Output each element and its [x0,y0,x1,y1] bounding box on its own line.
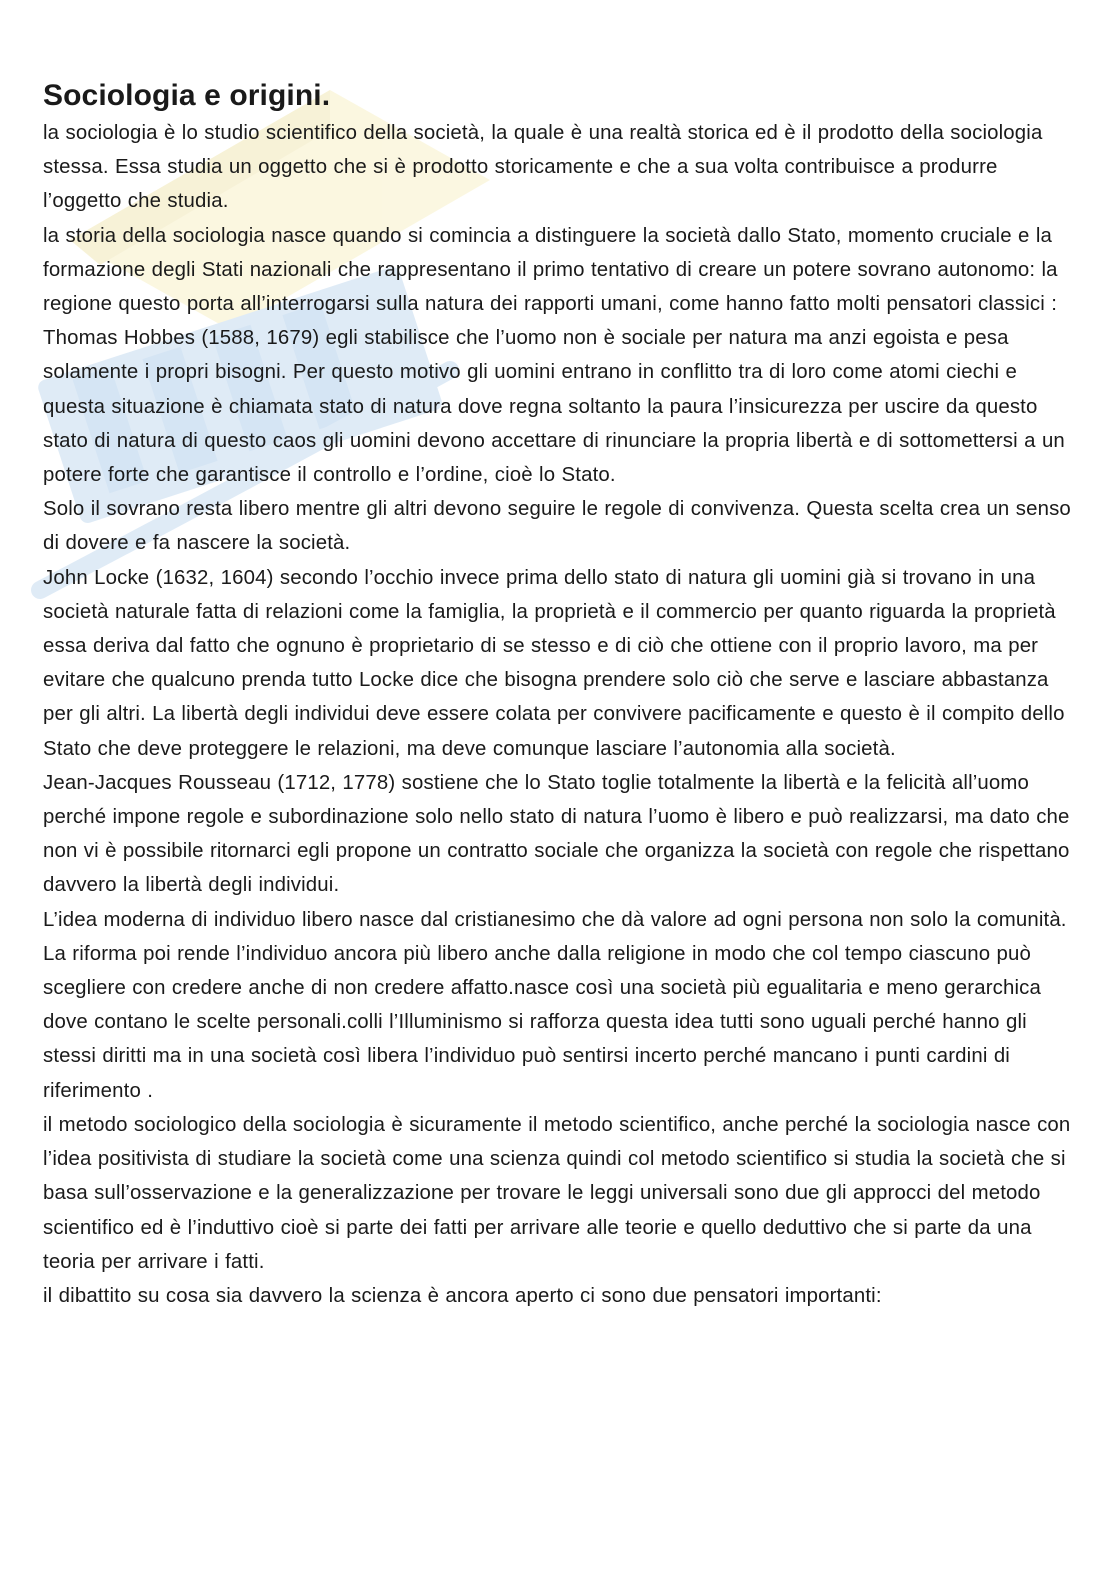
paragraph-rousseau: Jean-Jacques Rousseau (1712, 1778) sostiene che lo Stato toglie totalmente la libertà e la felicità all’uomo perché impone regole e subordinazione solo nello stato di natura l’uomo è libero e può realizzarsi, ma dato che non vi è possibile ritornarci egli propone un contratto sociale che organizza la società con regole che rispettano davvero la libertà degli individui. [43,771,1070,897]
paragraph-sovereign: Solo il sovrano resta libero mentre gli altri devono seguire le regole di convivenza. Questa scelta crea un senso di dovere e fa nascere la società. [43,498,1071,555]
paragraph-hobbes: Thomas Hobbes (1588, 1679) egli stabilisce che l’uomo non è sociale per natura ma anzi egoista e pesa solamente i propri bisogni. Per questo motivo gli uomini entrano in conflitto tra di loro come atomi ciechi e questa situazione è chiamata stato di natura dove regna soltanto la paura l’insicurezza per uscire da questo stato di natura di questo caos gli uomini devono accettare di rinunciare la propria libertà e di sottomettersi a un potere forte che garantisce il controllo e l’ordine, cioè lo Stato. [43,327,1065,487]
paragraph-method: il metodo sociologico della sociologia è sicuramente il metodo scientifico, anche perché la sociologia nasce con l’idea positivista di studiare la società come una scienza quindi col metodo scientifico si studia la società che si basa sull’osservazione e la generalizzazione per trovare le leggi universali sono due gli approcci del metodo scientifico ed è l’induttivo cioè si parte dei fatti per arrivare alle teorie e quello deduttivo che si parte da una teoria per arrivare i fatti. [43,1113,1071,1273]
document-title: Sociologia e origini. [43,79,331,112]
paragraph-history: la storia della sociologia nasce quando si comincia a distinguere la società dallo Stato, momento cruciale e la formazione degli Stati nazionali che rappresentano il primo tentativo di creare un potere sovrano autonomo: la regione questo porta all’interrogarsi sulla natura dei rapporti umani, come hanno fatto molti pensatori classici : [43,224,1058,316]
document-page [43,76,1073,1313]
paragraph-individual: L’idea moderna di individuo libero nasce dal cristianesimo che dà valore ad ogni persona non solo la comunità. La riforma poi rende l’individuo ancora più libero anche dalla religione in modo che col tempo ciascuno può scegliere con credere anche di non credere affatto.nasce così una società più egualitaria e meno gerarchica dove contano le scelte personali.colli l’Illuminismo si rafforza questa idea tutti sono uguali perché hanno gli stessi diritti ma in una società così libera l’individuo può sentirsi incerto perché mancano i punti cardini di riferimento . [43,908,1067,1102]
paragraph-locke: John Locke (1632, 1604) secondo l’occhio invece prima dello stato di natura gli uomini già si trovano in una società naturale fatta di relazioni come la famiglia, la proprietà e il commercio per quanto riguarda la proprietà essa deriva dal fatto che ognuno è proprietario di se stesso e di ciò che ottiene con il proprio lavoro, ma per evitare che qualcuno prenda tutto Locke dice che bisogna prendere solo ciò che serve e lasciare abbastanza per gli altri. La libertà degli individui deve essere colata per convivere pacificamente e questo è il compito dello Stato che deve proteggere le relazioni, ma deve comunque lasciare l’autonomia alla società. [43,566,1065,760]
paragraph-intro: la sociologia è lo studio scientifico della società, la quale è una realtà storica ed è il prodotto della sociologia stessa. Essa studia un oggetto che si è prodotto storicamente e che a sua volta contribuisce a produrre l’oggetto che studia. [43,122,1043,213]
paragraph-debate: il dibattito su cosa sia davvero la scienza è ancora aperto ci sono due pensatori importanti: [43,1284,882,1307]
